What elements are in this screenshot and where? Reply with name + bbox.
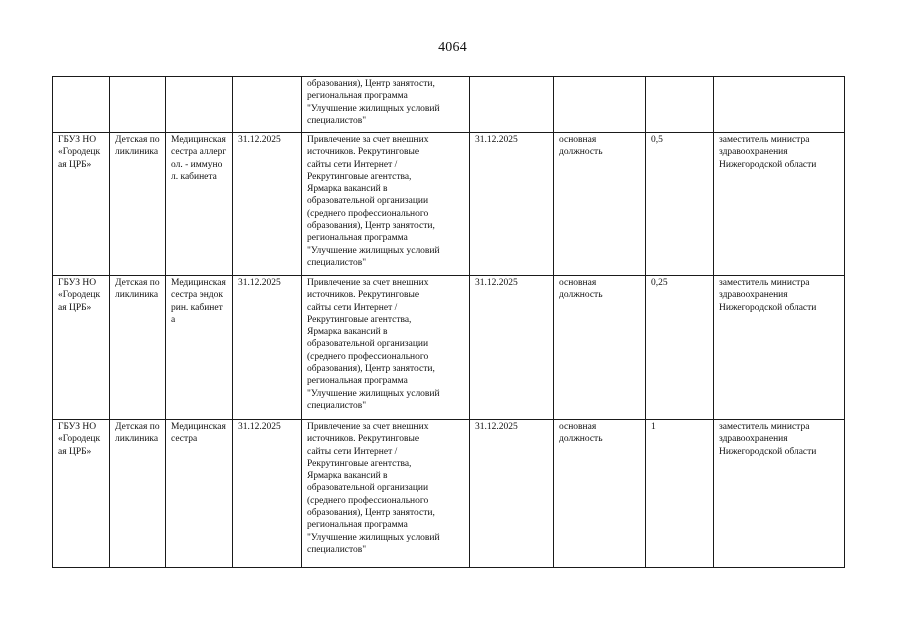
measures-line: (среднего профессионального	[307, 208, 429, 219]
measures-cell	[302, 77, 470, 133]
table-row	[53, 420, 845, 568]
measures-line: сайты сети Интернет /	[307, 302, 398, 313]
measures-cell	[302, 133, 470, 276]
measures-line: специалистов"	[307, 400, 367, 411]
date-fill-cell: 31.12.2025	[470, 133, 554, 276]
employment-type-cell	[554, 77, 646, 133]
responsible-cell: заместитель министра здравоохранения Нижегородской области	[714, 276, 845, 420]
measures-line: образовательной организации	[307, 339, 429, 350]
measures-line: образования), Центр занятости,	[307, 508, 435, 519]
measures-line: Привлечение за счет внешних	[307, 278, 429, 288]
measures-line: региональная программа	[307, 91, 408, 102]
date-fill-cell: 31.12.2025	[470, 420, 554, 568]
measures-line: сайты сети Интернет /	[307, 159, 398, 170]
unit-cell: Детская поликлиника	[110, 133, 166, 276]
measures-cell	[302, 276, 470, 420]
measures-line: образовательной организации	[307, 483, 429, 494]
responsible-cell	[714, 77, 845, 133]
measures-line: (среднего профессионального	[307, 351, 429, 362]
measures-line: "Улучшение жилищных условий	[307, 532, 440, 543]
rate-cell: 0,5	[646, 133, 714, 276]
position-cell: Медицинская сестра эндокрин. кабинета	[166, 276, 233, 420]
measures-line: источников. Рекрутинговые	[307, 147, 420, 158]
measures-line: образования), Центр занятости,	[307, 364, 435, 375]
date-need-cell: 31.12.2025	[233, 133, 302, 276]
rate-cell	[646, 77, 714, 133]
measures-line: Рекрутинговые агентства,	[307, 171, 412, 182]
table-row	[53, 133, 845, 276]
measures-line: образования), Центр занятости,	[307, 79, 435, 89]
measures-line: региональная программа	[307, 520, 408, 531]
measures-line: региональная программа	[307, 376, 408, 387]
organization-cell: ГБУЗ НО «Городецкая ЦРБ»	[53, 133, 110, 276]
measures-line: образования), Центр занятости,	[307, 221, 435, 232]
date-fill-cell	[470, 77, 554, 133]
position-cell: Медицинская сестра аллергол. - иммунол. кабинета	[166, 133, 233, 276]
organization-cell	[53, 77, 110, 133]
measures-line: "Улучшение жилищных условий	[307, 103, 440, 114]
organization-cell: ГБУЗ НО «Городецкая ЦРБ»	[53, 276, 110, 420]
measures-line: (среднего профессионального	[307, 495, 429, 506]
date-need-cell: 31.12.2025	[233, 420, 302, 568]
employment-type-cell: основная должность	[554, 276, 646, 420]
employment-type-cell: основная должность	[554, 420, 646, 568]
measures-line: "Улучшение жилищных условий	[307, 245, 440, 256]
measures-line: Ярмарка вакансий в	[307, 471, 388, 482]
measures-line: образовательной организации	[307, 196, 429, 207]
date-fill-cell: 31.12.2025	[470, 276, 554, 420]
measures-line: Привлечение за счет внешних	[307, 422, 429, 432]
measures-line: Привлечение за счет внешних	[307, 135, 429, 145]
staffing-table	[52, 76, 845, 568]
measures-line: специалистов"	[307, 115, 367, 126]
measures-line: источников. Рекрутинговые	[307, 290, 420, 301]
table-row-continuation	[53, 77, 845, 133]
unit-cell	[110, 77, 166, 133]
measures-line: специалистов"	[307, 544, 367, 555]
measures-cell	[302, 420, 470, 568]
measures-line: региональная программа	[307, 233, 408, 244]
responsible-cell: заместитель министра здравоохранения Нижегородской области	[714, 133, 845, 276]
measures-line: специалистов"	[307, 257, 367, 268]
measures-line: Ярмарка вакансий в	[307, 327, 388, 338]
responsible-cell: заместитель министра здравоохранения Нижегородской области	[714, 420, 845, 568]
table-row	[53, 276, 845, 420]
measures-line: Ярмарка вакансий в	[307, 184, 388, 195]
organization-cell: ГБУЗ НО «Городецкая ЦРБ»	[53, 420, 110, 568]
measures-line: "Улучшение жилищных условий	[307, 388, 440, 399]
position-cell	[166, 77, 233, 133]
rate-cell: 0,25	[646, 276, 714, 420]
measures-line: Рекрутинговые агентства,	[307, 314, 412, 325]
date-need-cell: 31.12.2025	[233, 276, 302, 420]
date-need-cell	[233, 77, 302, 133]
rate-cell: 1	[646, 420, 714, 568]
unit-cell: Детская поликлиника	[110, 276, 166, 420]
employment-type-cell: основная должность	[554, 133, 646, 276]
unit-cell: Детская поликлиника	[110, 420, 166, 568]
measures-line: сайты сети Интернет /	[307, 446, 398, 457]
measures-line: Рекрутинговые агентства,	[307, 458, 412, 469]
position-cell: Медицинская сестра	[166, 420, 233, 568]
page-number: 4064	[438, 40, 467, 55]
measures-line: источников. Рекрутинговые	[307, 434, 420, 445]
